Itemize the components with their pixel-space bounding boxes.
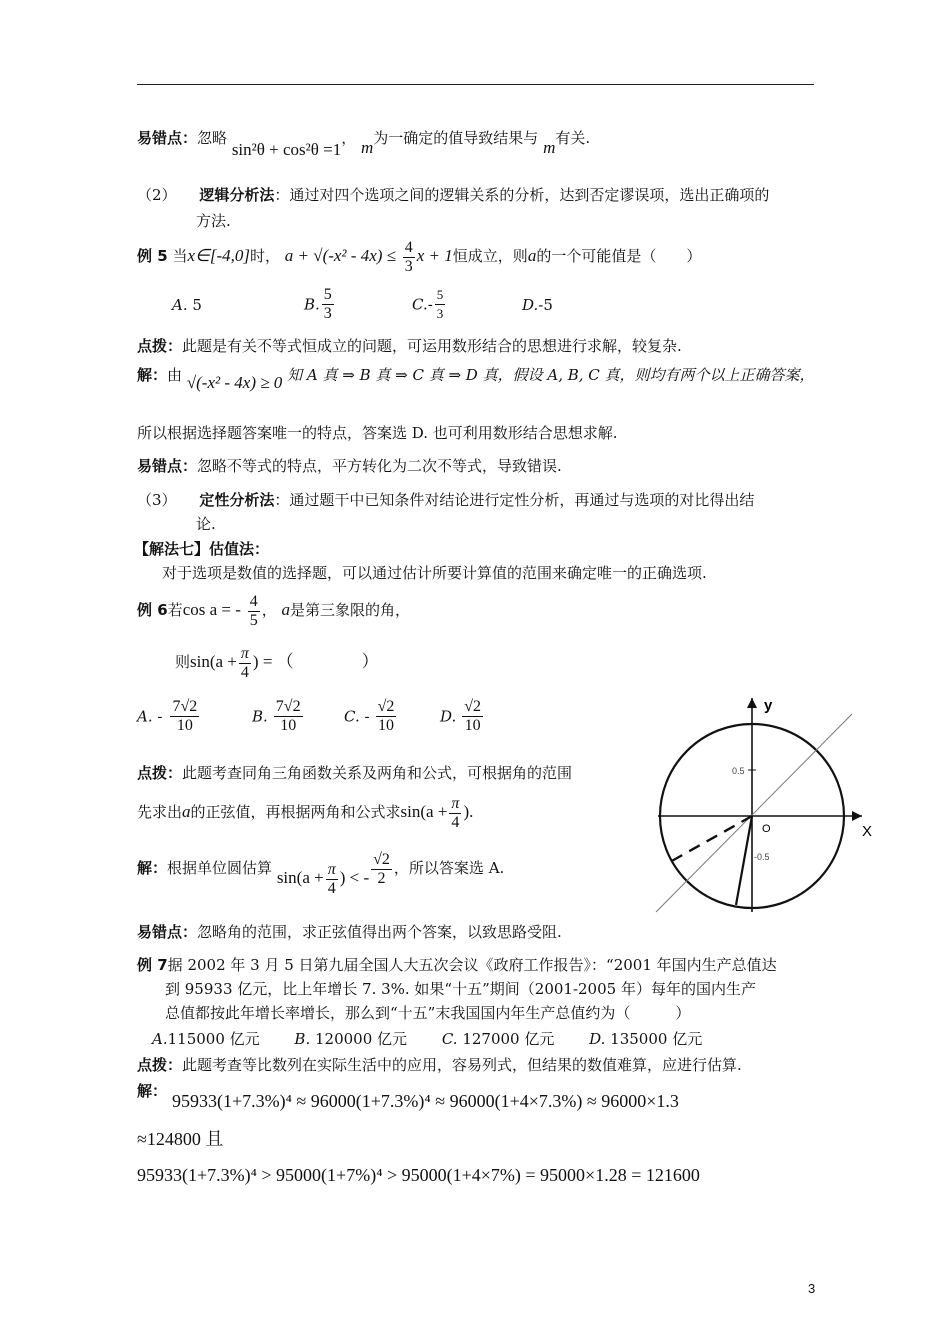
example-6-question: 则sin(a + $\frac{\pi}{4}$ ) = （ ） — [175, 644, 379, 681]
example-label: 例 5 — [137, 247, 168, 265]
hint-7: 点拨：此题考查等比数列在实际生活中的应用，容易列式，但结果的数值难算，应进行估算. — [137, 1056, 742, 1074]
example-6: 例 6若cos a = - $\frac{4}{5}$ ， a是第三象限的角， — [137, 592, 410, 629]
x-label: X — [862, 823, 873, 840]
page-number: 3 — [808, 1281, 816, 1296]
section-2: （2） 逻辑分析法：通过对四个选项之间的逻辑关系的分析，达到否定谬误项，选出正确项的 — [137, 186, 770, 204]
formula: sin²θ + cos²θ =1 — [231, 140, 342, 159]
example-7: 例 7据 2002 年 3 月 5 日第九届全国人大五次会议《政府工作报告》：“2001 年国内生产总值达 — [137, 956, 777, 974]
hint-5: 点拨：此题是有关不等式恒成立的问题，可运用数形结合的思想进行求解，较复杂. — [137, 337, 682, 355]
formula: √(-x² - 4x) ≥ 0 — [186, 373, 283, 392]
ex6-option-d: D. $\frac{√2}{10}$ — [440, 698, 482, 734]
error-note-6: 易错点：忽略角的范围，求正弦值得出两个答案，以致思路受阻. — [137, 923, 562, 941]
ex5-option-c: C.- $\frac{5}{3}$ — [412, 287, 444, 321]
origin-label: O — [762, 823, 771, 835]
x-axis-arrow — [852, 811, 862, 821]
solution-7-label: 解： — [137, 1082, 168, 1100]
example-5: 例 5 当x∈[-4,0]时， a + √(-x² - 4x) ≤ $\frac{4}{3}$ x + 1恒成立，则a的一个可能值是（ ） — [137, 238, 702, 275]
tick-label-05: 0.5 — [732, 766, 745, 776]
ex6-option-b: B. $\frac{7√2}{10}$ — [252, 698, 301, 734]
example-7-l2: 到 95933 亿元，比上年增长 7. 3%. 如果“十五”期间（2001-2005 年）每年的国内生产 — [165, 980, 756, 998]
example-7-l3: 总值都按此年增长率增长，那么到“十五”末我国国内年生产总值约为（ ） — [165, 1004, 691, 1022]
section-3: （3） 定性分析法：通过题干中已知条件对结论进行定性分析，再通过与选项的对比得出结 — [137, 491, 755, 509]
fraction: $\frac{4}{3}$ — [404, 238, 413, 275]
ex6-option-a: A. - $\frac{7√2}{10}$ — [137, 698, 198, 734]
error-note-1: 易错点：忽略 sin²θ + cos²θ =1， m为一确定的值导致结果与 m有关. — [137, 129, 591, 159]
hint-6: 点拨：此题考查同角三角函数关系及两角和公式，可根据角的范围 — [137, 764, 573, 782]
diagonal-line — [656, 714, 852, 912]
hint-6-cont: 先求出a的正弦值，再根据两角和公式求sin(a + $\frac{\pi}{4}$ ). — [137, 794, 474, 831]
header-rule — [137, 84, 814, 85]
angle-ray-dashed — [670, 816, 752, 862]
formula: a + √(-x² - 4x) ≤ — [284, 246, 396, 265]
section-title: 逻辑分析法 — [199, 186, 275, 204]
ex5-option-a: A. 5 — [172, 296, 202, 314]
ex5-option-d: D.-5 — [522, 296, 553, 314]
solution-7-eq1: 95933(1+7.3%)⁴ ≈ 96000(1+7.3%)⁴ ≈ 96000(1+4×7.3%) ≈ 96000×1.3 — [172, 1091, 679, 1111]
y-label: y — [764, 697, 773, 714]
solution-7-eq2: ≈124800 且 — [137, 1129, 224, 1149]
ex5-option-b: B. $\frac{5}{3}$ — [304, 286, 332, 322]
y-axis-arrow — [747, 698, 757, 708]
section-2-cont: 方法. — [196, 212, 231, 230]
example-7-options: A.115000 亿元 B. 120000 亿元 C. 127000 亿元 D. 135000 亿元 — [152, 1030, 703, 1048]
solution-6: 解：根据单位圆估算 sin(a + $\frac{\pi}{4}$ ) < - $\frac{√2}{2}$ ，所以答案选 A. — [137, 850, 505, 897]
unit-circle-figure — [640, 690, 880, 920]
tick-label-m05: -0.5 — [754, 852, 770, 862]
solution-7-eq3: 95933(1+7.3%)⁴ > 95000(1+7%)⁴ > 95000(1+4×7%) = 95000×1.28 = 121600 — [137, 1165, 700, 1185]
section-3-cont: 论. — [196, 515, 216, 533]
method-7-text: 对于选项是数值的选择题，可以通过估计所要计算值的范围来确定唯一的正确选项. — [162, 564, 707, 582]
error-note-5: 易错点：忽略不等式的特点，平方转化为二次不等式，导致错误. — [137, 457, 562, 475]
method-7-title: 【解法七】估值法： — [134, 540, 270, 558]
solution-5: 解：由 √(-x² - 4x) ≥ 0 知 A 真 ⇒ B 真 ⇒ C 真 ⇒ D 真，假设 A, B, C 真，则均有两个以上正确答案， — [137, 366, 815, 392]
solution-5-cont: 所以根据选择题答案唯一的特点，答案选 D. 也可利用数形结合思想求解. — [137, 424, 618, 442]
ex6-option-c: C. - $\frac{√2}{10}$ — [344, 698, 395, 734]
error-label: 易错点： — [137, 129, 198, 147]
